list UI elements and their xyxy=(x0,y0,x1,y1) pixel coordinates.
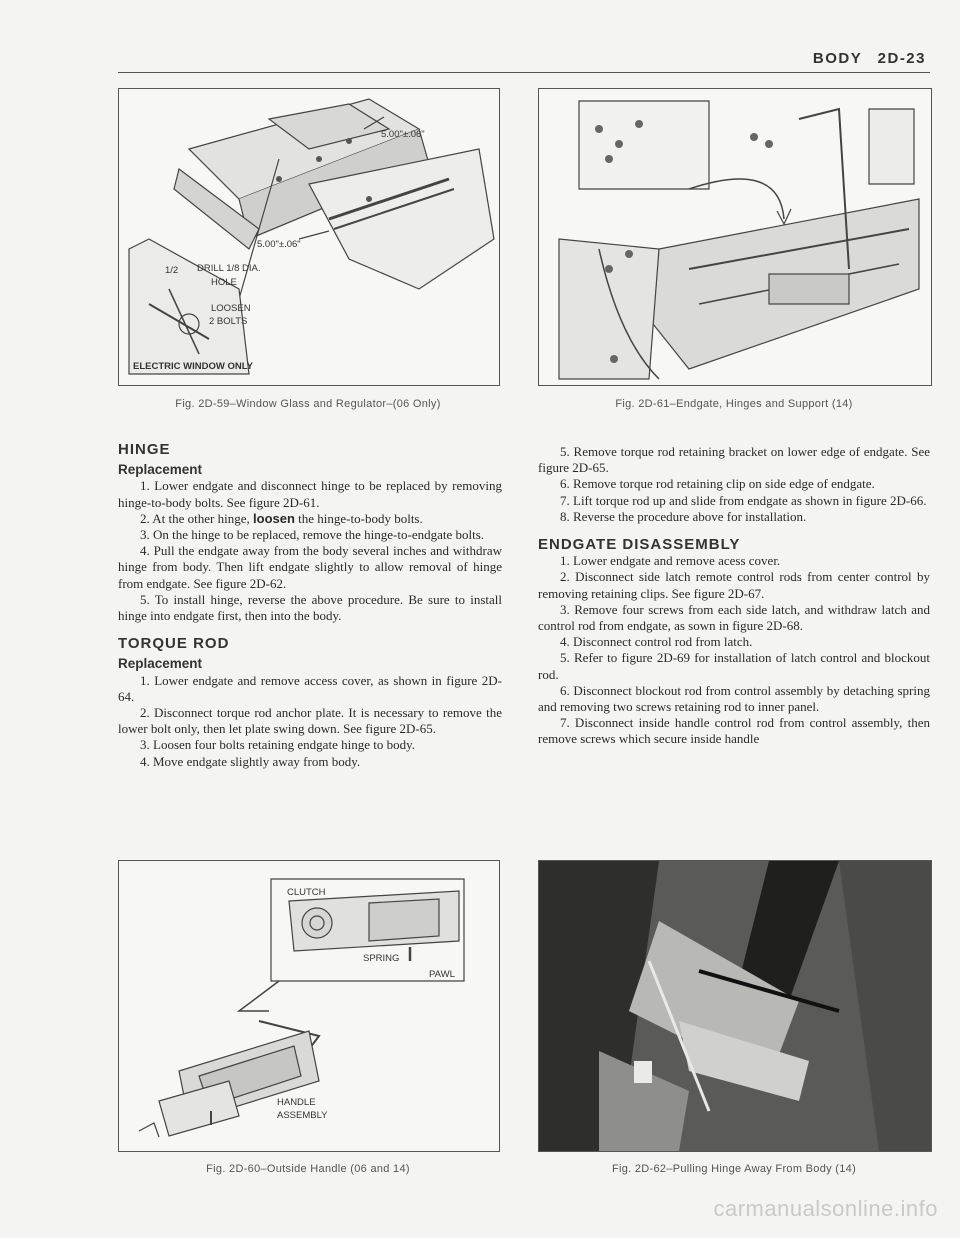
section-title: BODY xyxy=(812,50,862,67)
figure-window-glass xyxy=(118,88,500,386)
window-glass-illustration xyxy=(119,89,499,385)
torque-step-6: 6. Remove torque rod retaining clip on side edge of endgate. xyxy=(560,476,875,492)
clutch-label: CLUTCH xyxy=(287,887,326,898)
page-header xyxy=(803,50,926,67)
hinge-replacement-subheading: Replacement xyxy=(118,462,203,478)
spring-label: SPRING xyxy=(363,953,400,964)
figure-caption-62: Fig. 2D-62–Pulling Hinge Away From Body (14) xyxy=(611,1163,857,1175)
header-rule xyxy=(118,72,930,73)
torque-step-4: 4. Move endgate slightly away from body. xyxy=(140,753,361,769)
torque-step-1: 1. Lower endgate and remove access cover, as shown in figure 2D-64. xyxy=(118,672,502,704)
drill-label: DRILL 1/8 DIA. xyxy=(197,263,261,274)
left-column xyxy=(118,442,502,770)
figure-outside-handle xyxy=(118,860,500,1152)
torque-step-8: 8. Reverse the procedure above for installation. xyxy=(560,508,807,524)
pawl-label: PAWL xyxy=(429,969,455,980)
torque-step-7: 7. Lift torque rod up and slide from endgate as shown in figure 2D-66. xyxy=(560,492,927,508)
assembly-label: ASSEMBLY xyxy=(277,1110,328,1121)
hinge-step-4: 4. Pull the endgate away from the body several inches and withdraw hinge from body. Then lift endgate slightly to allow removal of hinge from endgate. See figure 2D-62. xyxy=(118,543,502,591)
right-column xyxy=(538,444,930,748)
figure-caption-60: Fig. 2D-60–Outside Handle (06 and 14) xyxy=(206,1163,410,1175)
torque-step-2: 2. Disconnect torque rod anchor plate. It is necessary to remove the lower bolt only, then let plate swing down. See figure 2D-65. xyxy=(118,705,502,737)
figure-hinge-photo xyxy=(538,860,932,1152)
disassembly-step-4: 4. Disconnect control rod from latch. xyxy=(560,634,753,650)
disassembly-step-6: 6. Disconnect blockout rod from control assembly by detaching spring and removing two screws retaining rod to inner panel. xyxy=(538,682,930,715)
hinge-step-1: 1. Lower endgate and disconnect hinge to be replaced by removing hinge-to-body bolts. See figure 2D-61. xyxy=(118,478,502,510)
figure-caption-59: Fig. 2D-59–Window Glass and Regulator–(06 Only) xyxy=(175,398,441,410)
hinge-step-5: 5. To install hinge, reverse the above procedure. Be sure to install hinge into endgate first, then into the body. xyxy=(118,591,502,624)
page-number: 2D-23 xyxy=(877,50,926,67)
disassembly-step-7: 7. Disconnect inside handle control rod from control assembly, then remove screws which secure inside handle xyxy=(538,715,930,747)
handle-label: HANDLE xyxy=(277,1097,316,1108)
dimension-mid-label: 5.00"±.06" xyxy=(257,239,301,250)
loosen-label: LOOSEN xyxy=(211,303,251,314)
outside-handle-illustration xyxy=(119,861,499,1151)
disassembly-step-2: 2. Disconnect side latch remote control rods from center control by removing retaining clips. See figure 2D-67. xyxy=(538,569,930,601)
disassembly-step-5: 5. Refer to figure 2D-69 for installation of latch control and blockout rod. xyxy=(538,650,930,682)
electric-window-label: ELECTRIC WINDOW ONLY xyxy=(133,361,253,372)
disassembly-step-1: 1. Lower endgate and remove acess cover. xyxy=(560,553,781,569)
torque-rod-heading: TORQUE ROD xyxy=(118,635,230,653)
hinge-step-2-emphasis: loosen xyxy=(253,510,295,526)
figure-endgate-hinges xyxy=(538,88,932,386)
hinge-step-2-tail: the hinge-to-body bolts. xyxy=(294,510,423,526)
torque-replacement-subheading: Replacement xyxy=(118,656,203,672)
hinge-heading: HINGE xyxy=(118,441,171,458)
torque-step-3: 3. Loosen four bolts retaining endgate hinge to body. xyxy=(140,737,415,753)
bolts-label: 2 BOLTS xyxy=(209,316,248,327)
watermark: carmanualsonline.info xyxy=(713,1196,938,1221)
endgate-hinges-illustration xyxy=(539,89,931,385)
figure-caption-61: Fig. 2D-61–Endgate, Hinges and Support (14) xyxy=(615,398,853,410)
dimension-top-label: 5.00"±.06" xyxy=(381,129,425,140)
endgate-disassembly-heading: ENDGATE DISASSEMBLY xyxy=(538,536,741,554)
hinge-photo xyxy=(539,861,931,1151)
hole-label: HOLE xyxy=(211,277,237,288)
hinge-step-3: 3. On the hinge to be replaced, remove the hinge-to-endgate bolts. xyxy=(140,527,485,543)
torque-step-5: 5. Remove torque rod retaining bracket on lower edge of endgate. See figure 2D-65. xyxy=(538,444,930,476)
hinge-step-2 xyxy=(118,511,502,527)
disassembly-step-3: 3. Remove four screws from each side latch, and withdraw latch and control rod from endgate, as sown in figure 2D-68. xyxy=(538,601,930,634)
hinge-step-2-text: 2. At the other hinge, xyxy=(140,510,254,526)
half-label: 1/2 xyxy=(165,265,179,276)
